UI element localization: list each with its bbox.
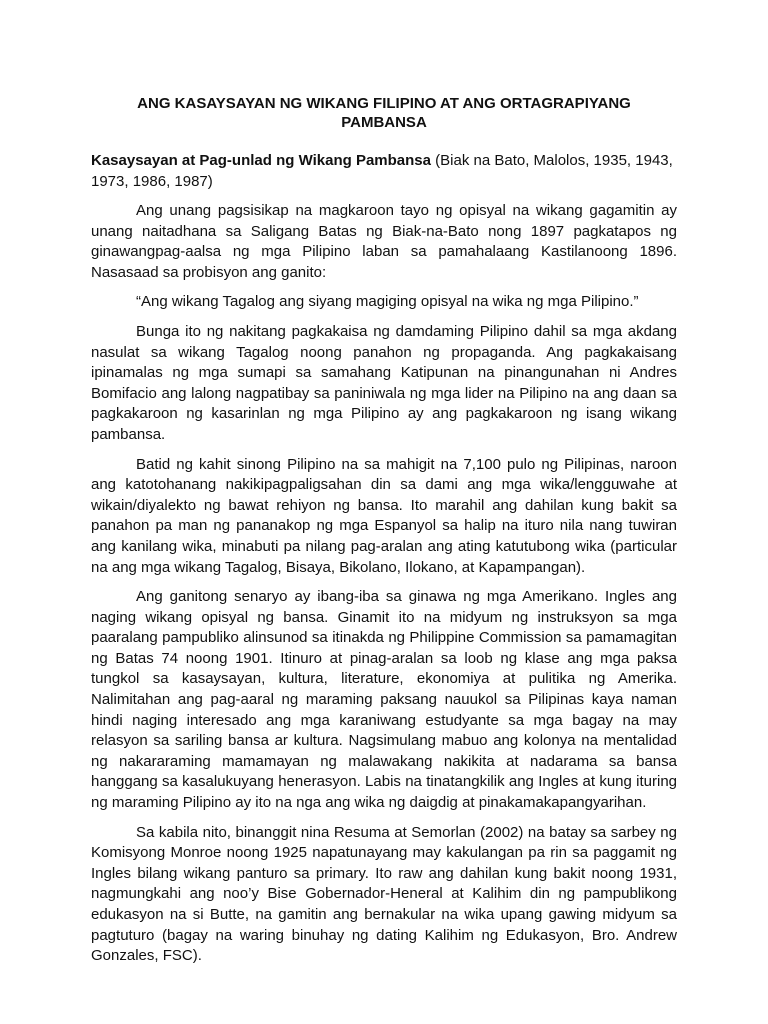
section-heading <box>91 150 677 192</box>
paragraph-3: Batid ng kahit sinong Pilipino na sa mahigit na 7,100 pulo ng Pilipinas, naroon ang katotohanang nakikipagpaligsahan din sa dami ang mga wika/lengguwahe at wikain/diyalekto ng bawat rehiyon ng bansa. Ito marahil ang dahilan kung bakit sa panahon pa man ng pananakop ng mga Espanyol sa halip na ituro nila nang tuwiran ang kanilang wika, minabuti pa nilang pag-aralan ang ating katutubong wika (particular na ang mga wikang Tagalog, Bisaya, Bikolano, Ilokano, at Kapampangan). <box>91 455 677 576</box>
section-heading-dates: (Biak na Bato, Malolos, 1935, 1943, 1973, 1986, 1987) <box>91 152 673 190</box>
section-heading-text: Kasaysayan at Pag-unlad ng Wikang Pambansa <box>91 152 431 169</box>
paragraph-4: Ang ganitong senaryo ay ibang-iba sa ginawa ng mga Amerikano. Ingles ang naging wikang opisyal ng bansa. Ginamit ito na midyum ng instruksyon sa mga paaralang pampubliko alinsunod sa itinakda ng Philippine Commission sa pamamagitan ng Batas 74 noong 1901. Itinuro at pinag-aralan sa loob ng klase ang mga paksa tungkol sa kasaysayan, kultura, literature, ekonomiya at pulitika ng Amerika. Nalimitahan ang pag-aaral ng maraming paksang nauukol sa Pilipinas kaya naman hindi naging interesado ang mga karaniwang estudyante sa mga bagay na may relasyon sa sariling bansa ar kultura. Nagsimulang mabuo ang kolonya na mentalidad ng nakararaming mamamayan ng malawakang nakikita at nadarama sa bansa hanggang sa kasalukuyang henerasyon. Labis na tinatangkilik ang Ingles at kung ituring ng maraming Pilipino ay ito na nga ang wika ng daigdig at pinakamakapangyarihan. <box>91 588 677 812</box>
document-page <box>91 94 677 976</box>
paragraph-2: Bunga ito ng nakitang pagkakaisa ng damdaming Pilipino dahil sa mga akdang nasulat sa wikang Tagalog noong panahon ng propaganda. Ang pagkakaisang ipinamalas ng mga sumapi sa samahang Katipunan na pinangunahan ni Andres Bomifacio ang lalong nagpatibay sa paniniwala ng mga lider na Pilipino na ang daan sa pagkakaroon ng kasarinlan ng mga Pilipino ay ang pagkakaroon ng isang wikang pambansa. <box>91 322 677 443</box>
document-title: ANG KASAYSAYAN NG WIKANG FILIPINO AT ANG ORTAGRAPIYANG PAMBANSA <box>137 95 631 131</box>
paragraph-5: Sa kabila nito, binanggit nina Resuma at Semorlan (2002) na batay sa sarbey ng Komisyong Monroe noong 1925 napatunayang may kakulangan pa rin sa paggamit ng Ingles bilang wikang panturo sa primary. Ito raw ang dahilan kung bakit noong 1931, nagmungkahi ang noo’y Bise Gobernador-Heneral at Kalihim din ng pampublikong edukasyon na si Butte, na gamitin ang bernakular na wika upang gawing midyum sa pagtuturo (bagay na waring binuhay ng dating Kalihim ng Edukasyon, Bro. Andrew Gonzales, FSC). <box>91 823 677 965</box>
quoted-provision: “Ang wikang Tagalog ang siyang magiging opisyal na wika ng mga Pilipino.” <box>136 293 639 311</box>
paragraph-1: Ang unang pagsisikap na magkaroon tayo ng opisyal na wikang gagamitin ay unang naitadhana sa Saligang Batas ng Biak-na-Bato nong 1897 pagkatapos ng ginawangpag-aalsa ng mga Pilipino laban sa pamahalaang Kastilanoong 1896. Nasasaad sa probisyon ang ganito: <box>91 202 677 281</box>
